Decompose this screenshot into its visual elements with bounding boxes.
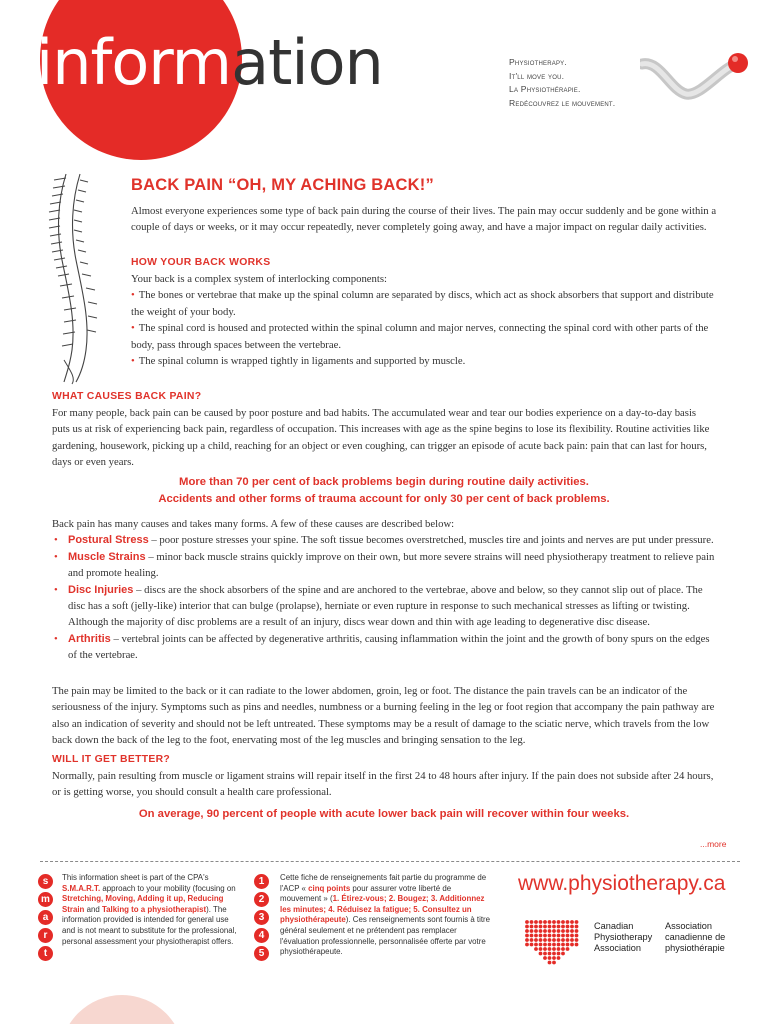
bullet-icon: • [54, 632, 58, 645]
causes-list [52, 516, 716, 664]
list-item-text: The bones or vertebrae that make up the spinal column are separated by discs, which act as shock absorbers that support and distribute the weight of your body. [131, 289, 714, 318]
bullet-icon: • [131, 289, 135, 302]
list-item-text: The spinal cord is housed and protected within the spinal column and major nerves, connecting the spinal cord with other parts of the body, pass through spaces between the vertebrae. [131, 322, 709, 351]
cause-term: Postural Stress [68, 534, 149, 547]
check-ball-logo [640, 50, 750, 110]
tagline [509, 56, 615, 110]
causes-heading: WHAT CAUSES BACK PAIN? [52, 391, 202, 402]
cause-term: Arthritis [68, 632, 111, 645]
cinq-points-steps: 1. Étirez-vous; 2. Bougez; 3. Additionnez les minutes; 4. Réduisez la fatigue; 5. Consultez un physiothérapeute [280, 894, 485, 925]
smart-letter-badge: r [38, 928, 53, 943]
tagline-line: Redécouvrez le mouvement. [509, 97, 616, 108]
smart-label: S.M.A.R.T. [62, 883, 101, 893]
org-line: Association [665, 921, 712, 931]
tagline-line: It'll move you. [509, 70, 565, 81]
footer-english-note [62, 873, 242, 947]
tagline-line: La Physiothérapie. [509, 84, 581, 95]
more-link[interactable]: ...more [700, 839, 727, 849]
list-item [131, 287, 721, 320]
list-item [52, 582, 716, 631]
forms-lead: Back pain has many causes and takes many forms. A few of these causes are described below: [52, 518, 455, 530]
org-line: Physiotherapy [594, 932, 653, 943]
list-item [131, 353, 721, 369]
note-text: and [84, 904, 102, 914]
radiate-paragraph: The pain may be limited to the back or it can radiate to the lower abdomen, groin, leg or foot. The distance the pain travels can be an indicator of the seriousness of the injury. Symptoms such as pins and needles, numbness or a burning feeling in the leg or foot region that accompany the pain pathway are also an indication of severity and should not be left untreated. These symptoms may be a result of damage to the sciatic nerve, which travels from the low back down the back of the leg to the foot, enervating most of the leg muscles and bringing sensation to the leg. [52, 685, 715, 747]
list-item [131, 320, 721, 353]
note-text: ). The information provided is intended for general use and is not meant to substitute for the professional, personal assessment your physiotherapist offers. [62, 904, 237, 946]
number-badge: 1 [254, 874, 269, 889]
org-line: Canadian [594, 921, 634, 931]
list-item-text: The spinal column is wrapped tightly in ligaments and supported by muscle. [138, 355, 466, 368]
bullet-icon: • [131, 355, 135, 368]
note-text: Cette fiche de renseignements fait partie du programme de l'ACP « [280, 873, 487, 893]
better-heading: WILL IT GET BETTER? [52, 754, 171, 765]
intro-paragraph: Almost everyone experiences some type of back pain during the course of their lives. The pain may occur suddenly and be gone within a couple of days or weeks, or it may occur repeatedly, never completely going away, and have a major impact on regular daily activities. [131, 205, 717, 234]
decorative-circle [60, 995, 184, 1024]
callout-stat-70: More than 70 per cent of back problems begin during routine daily activities. [179, 476, 589, 488]
better-paragraph: Normally, pain resulting from muscle or ligament strains will repair itself in the first 24 to 48 hours after injury. If the pain does not subside after 24 hours, or is getting worse, you should consult a health care professional. [52, 770, 714, 799]
org-name-english [594, 921, 652, 955]
cause-term: Muscle Strains [68, 550, 146, 563]
number-badge: 2 [254, 892, 269, 907]
number-badge: 5 [254, 946, 269, 961]
website-link[interactable]: www.physiotherapy.ca [518, 872, 726, 895]
cause-text: – minor back muscle strains quickly improve on their own, but more severe strains will need physiotherapy treatment to relieve pain and promote healing. [68, 550, 715, 580]
cause-text: – discs are the shock absorbers of the spine and are anchored to the vertebrae, above and below, so they cannot slip out of place. The disc has a soft (jelly-like) interior that can bulge (prolapse), herniate or even rupture in response to such mechanical stresses as lifting or twisting. Although the majority of disc problems are a result of an injury, discs wear down and thin with age leading to degenerative disc disease. [68, 583, 703, 629]
org-line: Association [594, 943, 641, 954]
how-heading: HOW YOUR BACK WORKS [131, 257, 271, 268]
org-line: physiothérapie [665, 943, 725, 954]
callout-stat-90: On average, 90 percent of people with acute lower back pain will recover within four weeks. [138, 808, 630, 820]
masthead-white: inform [36, 26, 232, 99]
number-badge: 4 [254, 928, 269, 943]
bullet-icon: • [54, 550, 58, 563]
smart-letter-badge: s [38, 874, 53, 889]
spine-illustration [36, 170, 108, 385]
list-item [52, 532, 716, 548]
causes-paragraph: For many people, back pain can be caused by poor posture and bad habits. The accumulated wear and tear our bodies experience on a day-to-day basis puts us at risk of experiencing back pain, regardless of occupation. This increases with age as the spine begins to lose its flexibility. Routine activities like gardening, housework, picking up a child, reaching for an object or even coughing, can trigger an episode of acute back pain: pain that can last for hours, days or even years. [52, 407, 710, 469]
smart-letter-badge: a [38, 910, 53, 925]
how-section [131, 271, 721, 369]
org-name-french [665, 921, 725, 955]
smart-letters [38, 874, 56, 964]
cause-text: – poor posture stresses your spine. The soft tissue becomes overstretched, muscles tire and joints and nerves are put under pressure. [148, 534, 714, 547]
note-text: approach to your mobility (focusing on [100, 883, 236, 893]
smart-talk: Talking to a physiotherapist [101, 904, 207, 914]
number-badge: 3 [254, 910, 269, 925]
note-text: This information sheet is part of the CPA's [62, 873, 209, 882]
page-title: BACK PAIN “OH, MY ACHING BACK!” [131, 176, 434, 194]
note-text: pour assurer votre liberté de mouvement » ( [280, 883, 452, 904]
cpa-heart-logo [522, 916, 582, 971]
smart-letter-badge: m [38, 892, 53, 907]
cinq-points-label: cinq points [308, 883, 351, 893]
note-text: ). Ces renseignements sont fournis à titre général seulement et ne prétendent pas remplacer l'évaluation professionnelle, personnalisée offerte par votre physiothérapeute. [280, 915, 491, 957]
tagline-line: Physiotherapy. [509, 57, 567, 67]
footer-divider [40, 861, 740, 862]
cause-term: Disc Injuries [68, 583, 134, 596]
bullet-icon: • [54, 534, 58, 547]
list-item [52, 631, 716, 664]
callout-stat-30: Accidents and other forms of trauma account for only 30 per cent of back problems. [158, 493, 610, 505]
list-item [52, 549, 716, 582]
number-badges [254, 874, 272, 964]
footer-french-note [280, 873, 494, 958]
masthead-dark: ation [231, 26, 383, 99]
masthead [36, 26, 383, 99]
org-line: canadienne de [665, 932, 726, 943]
bullet-icon: • [131, 322, 135, 335]
smart-letter-badge: t [38, 946, 53, 961]
cause-text: – vertebral joints can be affected by degenerative arthritis, causing inflammation within the joint and the growth of bony spurs on the edges of the vertebrae. [68, 632, 710, 662]
bullet-icon: • [54, 583, 58, 596]
how-lead: Your back is a complex system of interlocking components: [131, 273, 387, 285]
smart-steps: Stretching, Moving, Adding it up, Reducing Strain [62, 894, 224, 914]
